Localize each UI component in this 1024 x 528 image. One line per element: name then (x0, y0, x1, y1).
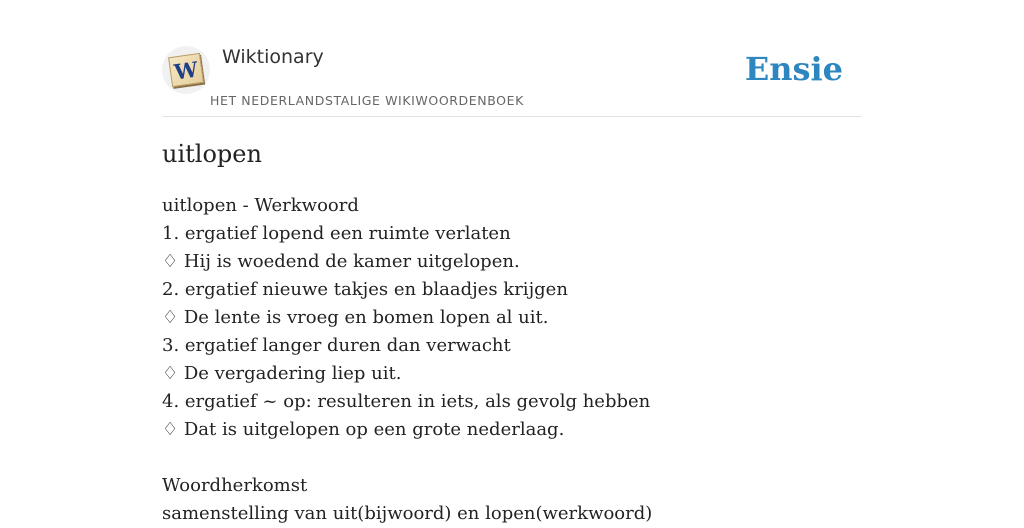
etymology-text: samenstelling van uit(bijwoord) en lopen(werkwoord) (162, 503, 653, 524)
etymology-heading: Woordherkomst (162, 475, 308, 496)
ensie-brand-link[interactable]: Ensie (744, 50, 843, 88)
logo-tile-icon (168, 53, 204, 87)
site-header (162, 0, 862, 117)
spacer (162, 444, 862, 472)
example-line: ♢ De lente is vroeg en bomen lopen al uit. (162, 307, 549, 328)
example-line: ♢ Hij is woedend de kamer uitgelopen. (162, 251, 520, 272)
wiktionary-logo[interactable] (162, 46, 210, 94)
example-line: ♢ De vergadering liep uit. (162, 363, 402, 384)
definition-line: 2. ergatief nieuwe takjes en blaadjes krijgen (162, 279, 568, 300)
site-name[interactable]: Wiktionary (222, 46, 324, 68)
entry-heading: uitlopen - Werkwoord (162, 195, 359, 216)
entry-content (162, 138, 862, 528)
definition-line: 3. ergatief langer duren dan verwacht (162, 335, 511, 356)
definition-line: 1. ergatief lopend een ruimte verlaten (162, 223, 511, 244)
logo-letter: W (172, 55, 200, 85)
page-title: uitlopen (162, 140, 262, 168)
definition-line: 4. ergatief ~ op: resulteren in iets, als gevolg hebben (162, 391, 651, 412)
example-line: ♢ Dat is uitgelopen op een grote nederlaag. (162, 419, 565, 440)
site-tagline: HET NEDERLANDSTALIGE WIKIWOORDENBOEK (210, 93, 524, 108)
